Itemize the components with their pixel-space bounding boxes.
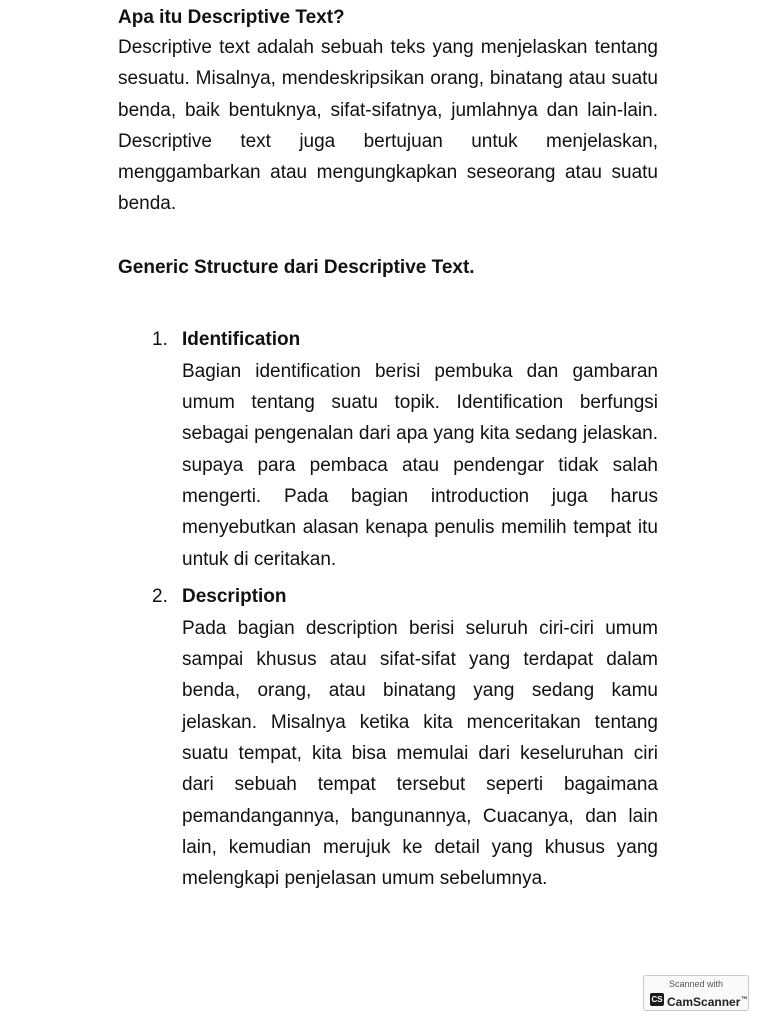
section-title-generic-structure: Generic Structure dari Descriptive Text. bbox=[118, 256, 475, 278]
list-item-description bbox=[118, 583, 658, 895]
list-item-body: Pada bagian description berisi seluruh ciri-ciri umum sampai khusus atau sifat-sifat yang terdapat dalam benda, orang, atau binatang yang sedang kamu jelaskan. Misalnya ketika kita menceritakan tentang suatu tempat, kita bisa memulai dari keseluruhan ciri dari sebuah tempat tersebut seperti bagaimana pemandangannya, bangunannya, Cuacanya, dan lain lain, kemudian merujuk ke detail yang khusus yang melengkapi penjelasan umum sebelumnya. bbox=[182, 617, 658, 890]
list-item-title: Description bbox=[182, 585, 287, 607]
list-item-number: 1. bbox=[152, 328, 168, 350]
document-page bbox=[118, 4, 658, 903]
trademark-mark: ™ bbox=[740, 996, 748, 1003]
camscanner-brand bbox=[667, 992, 747, 1010]
scanned-with-label: Scanned with bbox=[668, 979, 724, 989]
list-item-identification bbox=[118, 326, 658, 575]
section-title-descriptive-text: Apa itu Descriptive Text? bbox=[118, 7, 345, 28]
list-item-body: Bagian identification berisi pembuka dan gambaran umum tentang suatu topik. Identification berfungsi sebagai pengenalan dari apa yang kita sedang jelaskan. supaya para pembaca atau pendengar tidak salah mengerti. Pada bagian introduction juga harus menyebutkan alasan kenapa penulis memilih tempat itu untuk di ceritakan. bbox=[182, 360, 658, 570]
definition-paragraph: Descriptive text adalah sebuah teks yang menjelaskan tentang sesuatu. Misalnya, mendeskripsikan orang, binatang atau suatu benda, baik bentuknya, sifat-sifatnya, jumlahnya dan lain-lain. Descriptive text juga bertujuan untuk menjelaskan, menggambarkan atau mengungkapkan seseorang atau suatu benda. bbox=[118, 37, 658, 215]
camscanner-watermark bbox=[643, 975, 749, 1011]
camscanner-logo-icon: CS bbox=[651, 995, 663, 1004]
list-item-number: 2. bbox=[152, 585, 168, 607]
brand-name: CamScanner bbox=[667, 995, 741, 1009]
list-item-title: Identification bbox=[182, 328, 301, 350]
structure-list bbox=[118, 326, 658, 895]
